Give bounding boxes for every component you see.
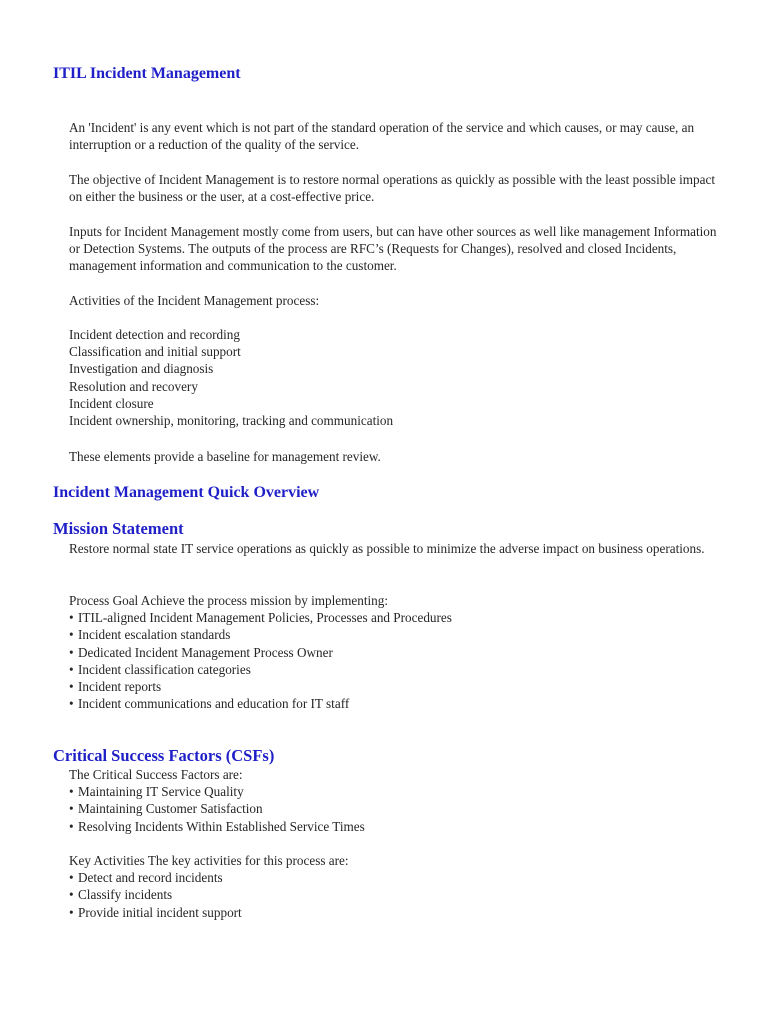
list-item: • Incident escalation standards	[69, 626, 729, 643]
list-item: Incident closure	[69, 395, 154, 411]
mission-statement-text	[69, 540, 729, 557]
list-item: • Incident reports	[69, 678, 729, 695]
list-item: Investigation and diagnosis	[69, 361, 214, 377]
process-goal-label: Process Goal Achieve the process mission by implementing:	[69, 593, 389, 608]
baseline-paragraph	[69, 448, 729, 465]
list-item: • Incident classification categories	[69, 661, 729, 678]
list-item: • Classify incidents	[69, 886, 729, 903]
list-item: • ITIL-aligned Incident Management Policies, Processes and Procedures	[69, 609, 729, 626]
document-title: ITIL Incident Management	[53, 65, 241, 82]
list-item: • Provide initial incident support	[69, 904, 729, 921]
list-item: • Maintaining Customer Satisfaction	[69, 800, 729, 817]
key-activities-label: Key Activities The key activities for this process are:	[69, 853, 349, 868]
paragraph-text: An 'Incident' is any event which is not part of the standard operation of the service and which causes, or may cause, an interruption or a reduction of the quality of the service.	[69, 120, 695, 153]
list-item: • Dedicated Incident Management Process Owner	[69, 644, 729, 661]
list-item: • Resolving Incidents Within Established Service Times	[69, 818, 729, 835]
process-goal-list	[69, 592, 729, 712]
key-activities-list	[69, 852, 729, 921]
list-item: • Maintaining IT Service Quality	[69, 783, 729, 800]
paragraph-text: Restore normal state IT service operations as quickly as possible to minimize the adverse impact on business operations.	[69, 541, 705, 556]
csf-list	[69, 766, 729, 835]
overview-heading: Incident Management Quick Overview	[53, 484, 320, 501]
activities-label	[69, 292, 729, 309]
paragraph-text: Activities of the Incident Management process:	[69, 293, 320, 308]
list-item: Incident detection and recording	[69, 327, 240, 342]
paragraph-text: Inputs for Incident Management mostly come from users, but can have other sources as well like management Information or Detection Systems. The outputs of the process are RFC’s (Requests for Changes), resolved and closed Incidents, management information and communication to the customer.	[69, 224, 717, 274]
list-item: • Detect and record incidents	[69, 869, 729, 886]
csf-heading: Critical Success Factors (CSFs)	[53, 746, 275, 765]
list-item: • Incident communications and education for IT staff	[69, 695, 729, 712]
list-item: Incident ownership, monitoring, tracking and communication	[69, 413, 394, 429]
csf-label: The Critical Success Factors are:	[69, 767, 243, 782]
mission-statement-heading: Mission Statement	[53, 519, 184, 538]
list-item: Resolution and recovery	[69, 378, 198, 394]
paragraph-text: These elements provide a baseline for management review.	[69, 449, 381, 464]
intro-paragraph-objective	[69, 171, 729, 205]
intro-paragraph-inputs-outputs	[69, 223, 729, 275]
paragraph-text: The objective of Incident Management is to restore normal operations as quickly as possible with the least possible impact on either the business or the user, at a cost-effective price.	[69, 172, 716, 205]
activities-list	[69, 326, 729, 429]
list-item: Classification and initial support	[69, 344, 241, 360]
intro-paragraph-incident-definition	[69, 119, 729, 153]
